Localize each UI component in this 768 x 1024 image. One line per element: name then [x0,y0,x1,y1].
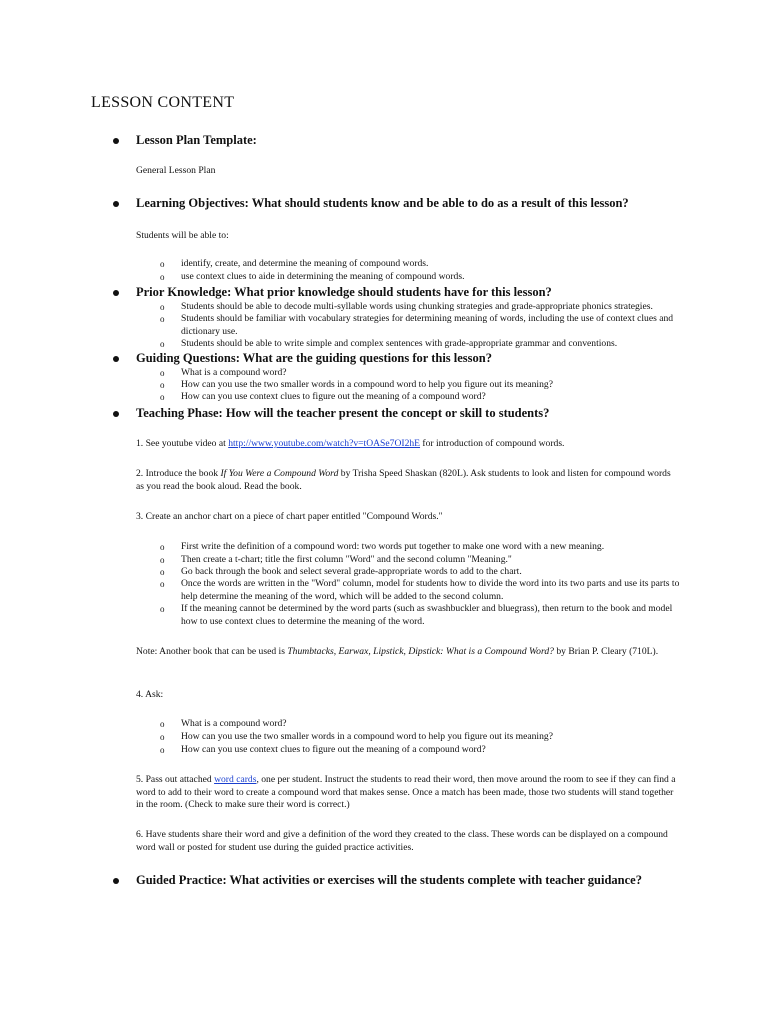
teaching-note [136,646,676,659]
list-item: Students should be able to write simple and complex sentences with grade-appropriate grammar and conventions. [181,338,618,349]
list-item: Students should be familiar with vocabulary strategies for determining meaning of words, including the use of context clues and dictionary use. [181,313,674,337]
teaching-step-3: 3. Create an anchor chart on a piece of chart paper entitled "Compound Words." [136,511,443,522]
bullet-icon [113,201,119,207]
bullet-icon [113,290,119,296]
teaching-step-6: 6. Have students share their word and give a definition of the word they created to the class. These words can be displayed on a compound word wall or posted for student use during the guided practice activities. [136,829,668,853]
note-text-end: by Brian P. Cleary (710L). [553,646,659,657]
sub-bullet-icon: o [160,380,165,390]
sub-bullet-icon: o [160,302,165,312]
list-item: Once the words are written in the "Word" column, model for students how to divide the word into its two parts and use its parts to help determine the meaning of the word, which will be added to the second column. [181,578,680,602]
note-book-title: Thumbtacks, Earwax, Lipstick, Dipstick: What is a Compound Word? [287,646,554,657]
sub-bullet-icon: o [160,272,165,282]
heading-objectives: Learning Objectives: What should students know and be able to do as a result of this lesson? [136,196,629,210]
teaching-step-2 [136,468,676,493]
heading-teaching: Teaching Phase: How will the teacher present the concept or skill to students? [136,406,550,420]
step-1-text: 1. See youtube video at [136,438,229,449]
heading-prior: Prior Knowledge: What prior knowledge should students have for this lesson? [136,285,552,299]
bullet-icon [113,356,119,362]
sub-bullet-icon: o [160,392,165,402]
list-item: How can you use the two smaller words in a compound word to help you figure out its meaning? [181,379,553,390]
list-item: use context clues to aide in determining the meaning of compound words. [181,271,465,282]
list-item: First write the definition of a compound word: two words put together to make one word with a new meaning. [181,541,605,552]
teaching-step-4: 4. Ask: [136,689,164,700]
list-item: Then create a t-chart; title the first column "Word" and the second column "Meaning." [181,554,512,565]
step-2-text-end: by Trisha Speed Shaskan (820L). Ask students to look and listen for compound words as you read the book aloud. Read the book. [136,468,671,492]
heading-guiding: Guiding Questions: What are the guiding questions for this lesson? [136,351,492,365]
heading-guided: Guided Practice: What activities or exercises will the students complete with teacher guidance? [136,873,642,887]
teaching-step-1 [136,438,676,451]
sub-bullet-icon: o [160,314,165,324]
sub-bullet-icon: o [160,732,165,742]
sub-bullet-icon: o [160,567,165,577]
list-item: identify, create, and determine the meaning of compound words. [181,258,429,269]
book-title: If You Were a Compound Word [220,468,339,479]
bullet-icon [113,411,119,417]
list-item: How can you use the two smaller words in a compound word to help you figure out its meaning? [181,731,553,742]
list-item: If the meaning cannot be determined by the word parts (such as swashbuckler and bluegrass), then return to the book and model how to use context clues to determine the meaning of the word. [181,603,673,627]
sub-bullet-icon: o [160,339,165,349]
step-5-text: 5. Pass out attached [136,774,215,785]
heading-template: Lesson Plan Template: [136,133,257,147]
objectives-intro: Students will be able to: [136,230,229,241]
sub-bullet-icon: o [160,745,165,755]
list-item: How can you use context clues to figure out the meaning of a compound word? [181,744,486,755]
teaching-step-5 [136,774,676,812]
sub-bullet-icon: o [160,542,165,552]
list-item: What is a compound word? [181,367,287,378]
bullet-icon [113,138,119,144]
youtube-link[interactable]: http://www.youtube.com/watch?v=tOASe7OI2hE [228,438,421,449]
step-1-text-end: for introduction of compound words. [420,438,565,449]
step-2-text: 2. Introduce the book [136,468,221,479]
word-cards-link[interactable]: word cards [214,774,257,785]
sub-bullet-icon: o [160,719,165,729]
step-5-text-end: , one per student. Instruct the students to read their word, then move around the room to see if they can find a word to add to their word to create a compound word that makes sense. Once a match has been made, those two students will stand together in the room. (Check to make sure their word is correct.) [136,774,676,810]
page-title: LESSON CONTENT [91,94,235,111]
list-item: How can you use context clues to figure out the meaning of a compound word? [181,391,486,402]
sub-bullet-icon: o [160,604,165,614]
bullet-icon [113,878,119,884]
sub-bullet-icon: o [160,368,165,378]
sub-bullet-icon: o [160,259,165,269]
template-value: General Lesson Plan [136,165,216,176]
list-item: Students should be able to decode multi-syllable words using chunking strategies and grade-appropriate phonics strategies. [181,301,653,312]
list-item: Go back through the book and select several grade-appropriate words to add to the chart. [181,566,522,577]
sub-bullet-icon: o [160,555,165,565]
note-text: Note: Another book that can be used is [136,646,288,657]
list-item: What is a compound word? [181,718,287,729]
sub-bullet-icon: o [160,579,165,589]
